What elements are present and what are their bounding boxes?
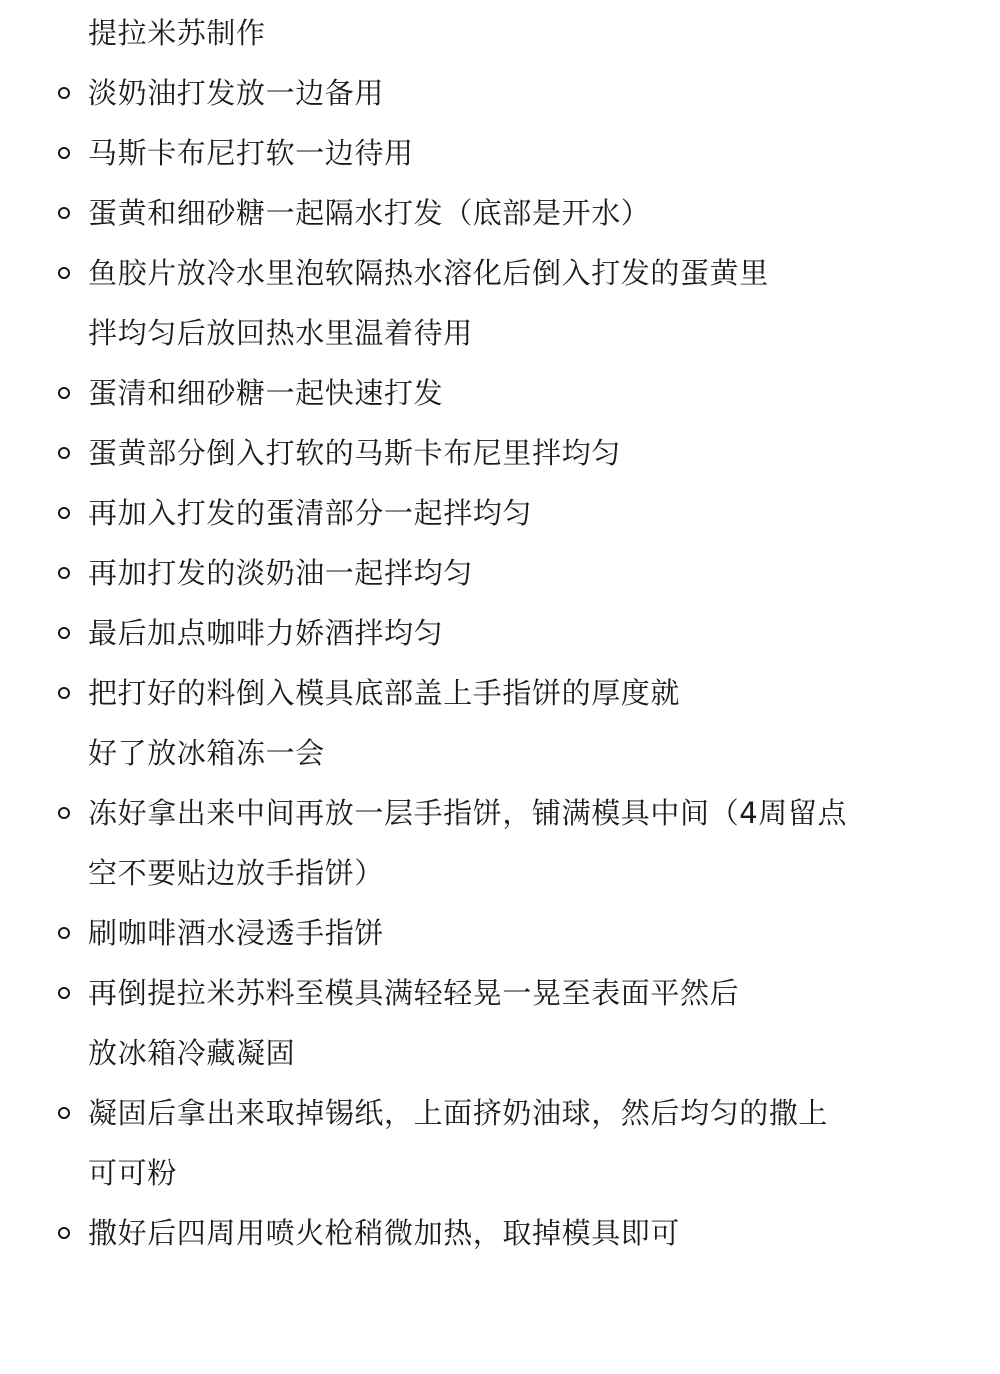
list-item	[0, 543, 1000, 603]
list-item	[0, 183, 1000, 243]
list-item	[0, 123, 1000, 183]
step-list	[0, 63, 1000, 1263]
step-text: 再加入打发的蛋清部分一起拌均匀	[88, 496, 533, 530]
list-item	[0, 483, 1000, 543]
bullet-circle-icon	[58, 1227, 70, 1239]
bullet-circle-icon	[58, 147, 70, 159]
bullet-circle-icon	[58, 567, 70, 579]
list-item-continuation	[0, 723, 1000, 783]
step-text: 空不要贴边放手指饼）	[88, 856, 385, 890]
bullet-circle-icon	[58, 207, 70, 219]
list-item	[0, 963, 1000, 1023]
list-item	[0, 783, 1000, 843]
bullet-circle-icon	[58, 507, 70, 519]
bullet-circle-icon	[58, 1107, 70, 1119]
list-item	[0, 903, 1000, 963]
list-item	[0, 363, 1000, 423]
list-item	[0, 63, 1000, 123]
list-item-continuation	[0, 1143, 1000, 1203]
list-item-continuation	[0, 1023, 1000, 1083]
list-item	[0, 1203, 1000, 1263]
step-text: 蛋黄部分倒入打软的马斯卡布尼里拌均匀	[88, 436, 621, 470]
list-item-continuation	[0, 303, 1000, 363]
step-text: 拌均匀后放回热水里温着待用	[88, 316, 473, 350]
bullet-circle-icon	[58, 267, 70, 279]
step-text: 凝固后拿出来取掉锡纸，上面挤奶油球，然后均匀的撒上	[88, 1096, 829, 1130]
recipe-title	[0, 3, 1000, 63]
step-text: 把打好的料倒入模具底部盖上手指饼的厚度就	[88, 676, 681, 710]
step-text: 放冰箱冷藏凝固	[88, 1036, 296, 1070]
step-text: 再倒提拉米苏料至模具满轻轻晃一晃至表面平然后	[88, 976, 740, 1010]
bullet-circle-icon	[58, 627, 70, 639]
step-text: 刷咖啡酒水浸透手指饼	[88, 916, 385, 950]
step-text: 淡奶油打发放一边备用	[88, 76, 385, 110]
bullet-circle-icon	[58, 927, 70, 939]
list-item	[0, 423, 1000, 483]
step-text: 马斯卡布尼打软一边待用	[88, 136, 414, 170]
step-text: 冻好拿出来中间再放一层手指饼，铺满模具中间（4周留点	[88, 796, 848, 830]
step-text: 蛋清和细砂糖一起快速打发	[88, 376, 444, 410]
recipe-document	[0, 3, 1000, 1263]
list-item-continuation	[0, 843, 1000, 903]
step-text: 好了放冰箱冻一会	[88, 736, 325, 770]
bullet-circle-icon	[58, 387, 70, 399]
list-item	[0, 663, 1000, 723]
step-text: 撒好后四周用喷火枪稍微加热，取掉模具即可	[88, 1216, 681, 1250]
list-item	[0, 243, 1000, 303]
bullet-circle-icon	[58, 87, 70, 99]
bullet-circle-icon	[58, 447, 70, 459]
list-item	[0, 603, 1000, 663]
step-text: 鱼胶片放冷水里泡软隔热水溶化后倒入打发的蛋黄里	[88, 256, 769, 290]
list-item	[0, 1083, 1000, 1143]
step-text: 蛋黄和细砂糖一起隔水打发（底部是开水）	[88, 196, 651, 230]
step-text: 最后加点咖啡力娇酒拌均匀	[88, 616, 444, 650]
bullet-circle-icon	[58, 807, 70, 819]
step-text: 可可粉	[88, 1156, 177, 1190]
bullet-circle-icon	[58, 687, 70, 699]
step-text: 再加打发的淡奶油一起拌均匀	[88, 556, 473, 590]
bullet-circle-icon	[58, 987, 70, 999]
recipe-title-text: 提拉米苏制作	[88, 16, 266, 50]
